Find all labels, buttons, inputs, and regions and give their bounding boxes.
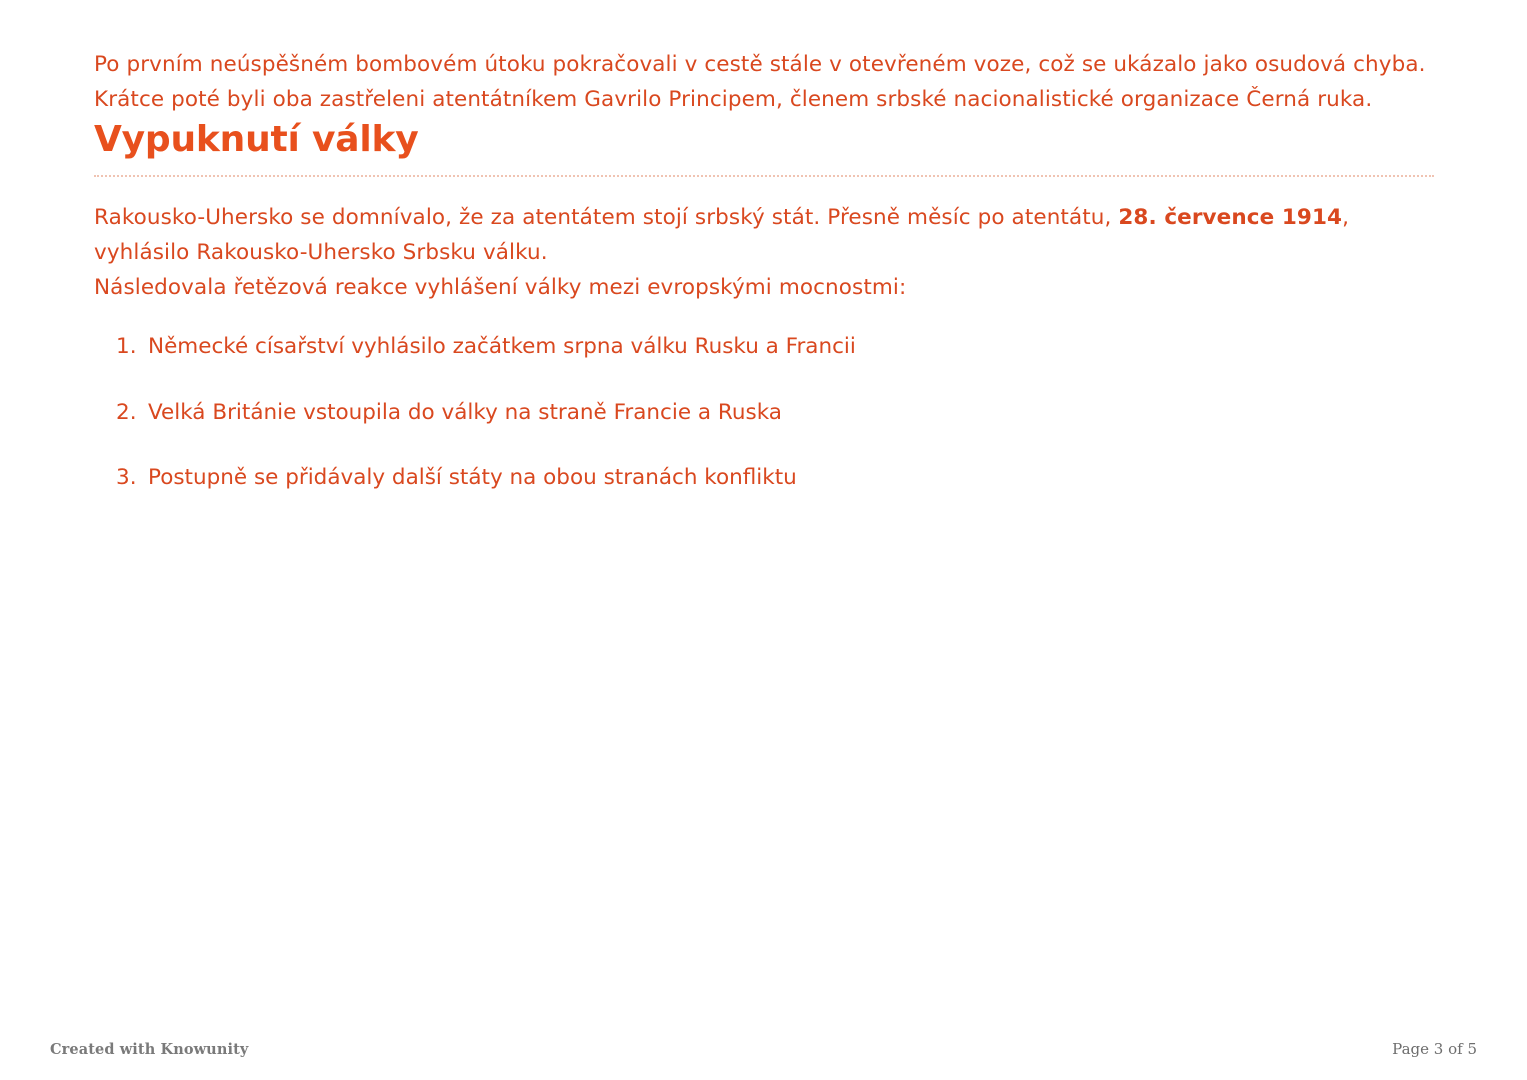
- heading-divider: [94, 175, 1434, 177]
- page-content: [94, 48, 1434, 527]
- paragraph-declaration: [94, 201, 1434, 271]
- war-events-list: [94, 331, 1434, 494]
- page-footer: [0, 1034, 1527, 1058]
- page-number-label: Page 3 of 5: [1392, 1040, 1477, 1058]
- war-declaration-date: 28. července 1914: [1118, 204, 1343, 230]
- section-heading: Vypuknutí války: [94, 118, 419, 160]
- list-item: Postupně se přidávaly další státy na obou stranách konfliktu: [148, 464, 797, 490]
- paragraph-declaration-part1: Rakousko-Uhersko se domnívalo, že za atentátem stojí srbský stát. Přesně měsíc po atentátu,: [94, 204, 1119, 230]
- paragraph-declaration-part2: , vyhlásilo Rakousko-Uhersko Srbsku válku.: [94, 204, 1350, 265]
- list-item: Velká Británie vstoupila do války na straně Francie a Ruska: [148, 399, 782, 425]
- created-with-label: Created with Knowunity: [50, 1041, 249, 1058]
- intro-paragraph: Po prvním neúspěšném bombovém útoku pokračovali v cestě stále v otevřeném voze, což se ukázalo jako osudová chyba. Krátce poté byli oba zastřeleni atentátníkem Gavrilo Principem, členem srbské nacionalistické organizace Černá ruka.: [94, 52, 1426, 112]
- list-item: Německé císařství vyhlásilo začátkem srpna válku Rusku a Francii: [148, 334, 856, 360]
- paragraph-chain-reaction: Následovala řetězová reakce vyhlášení války mezi evropskými mocnostmi:: [94, 274, 907, 300]
